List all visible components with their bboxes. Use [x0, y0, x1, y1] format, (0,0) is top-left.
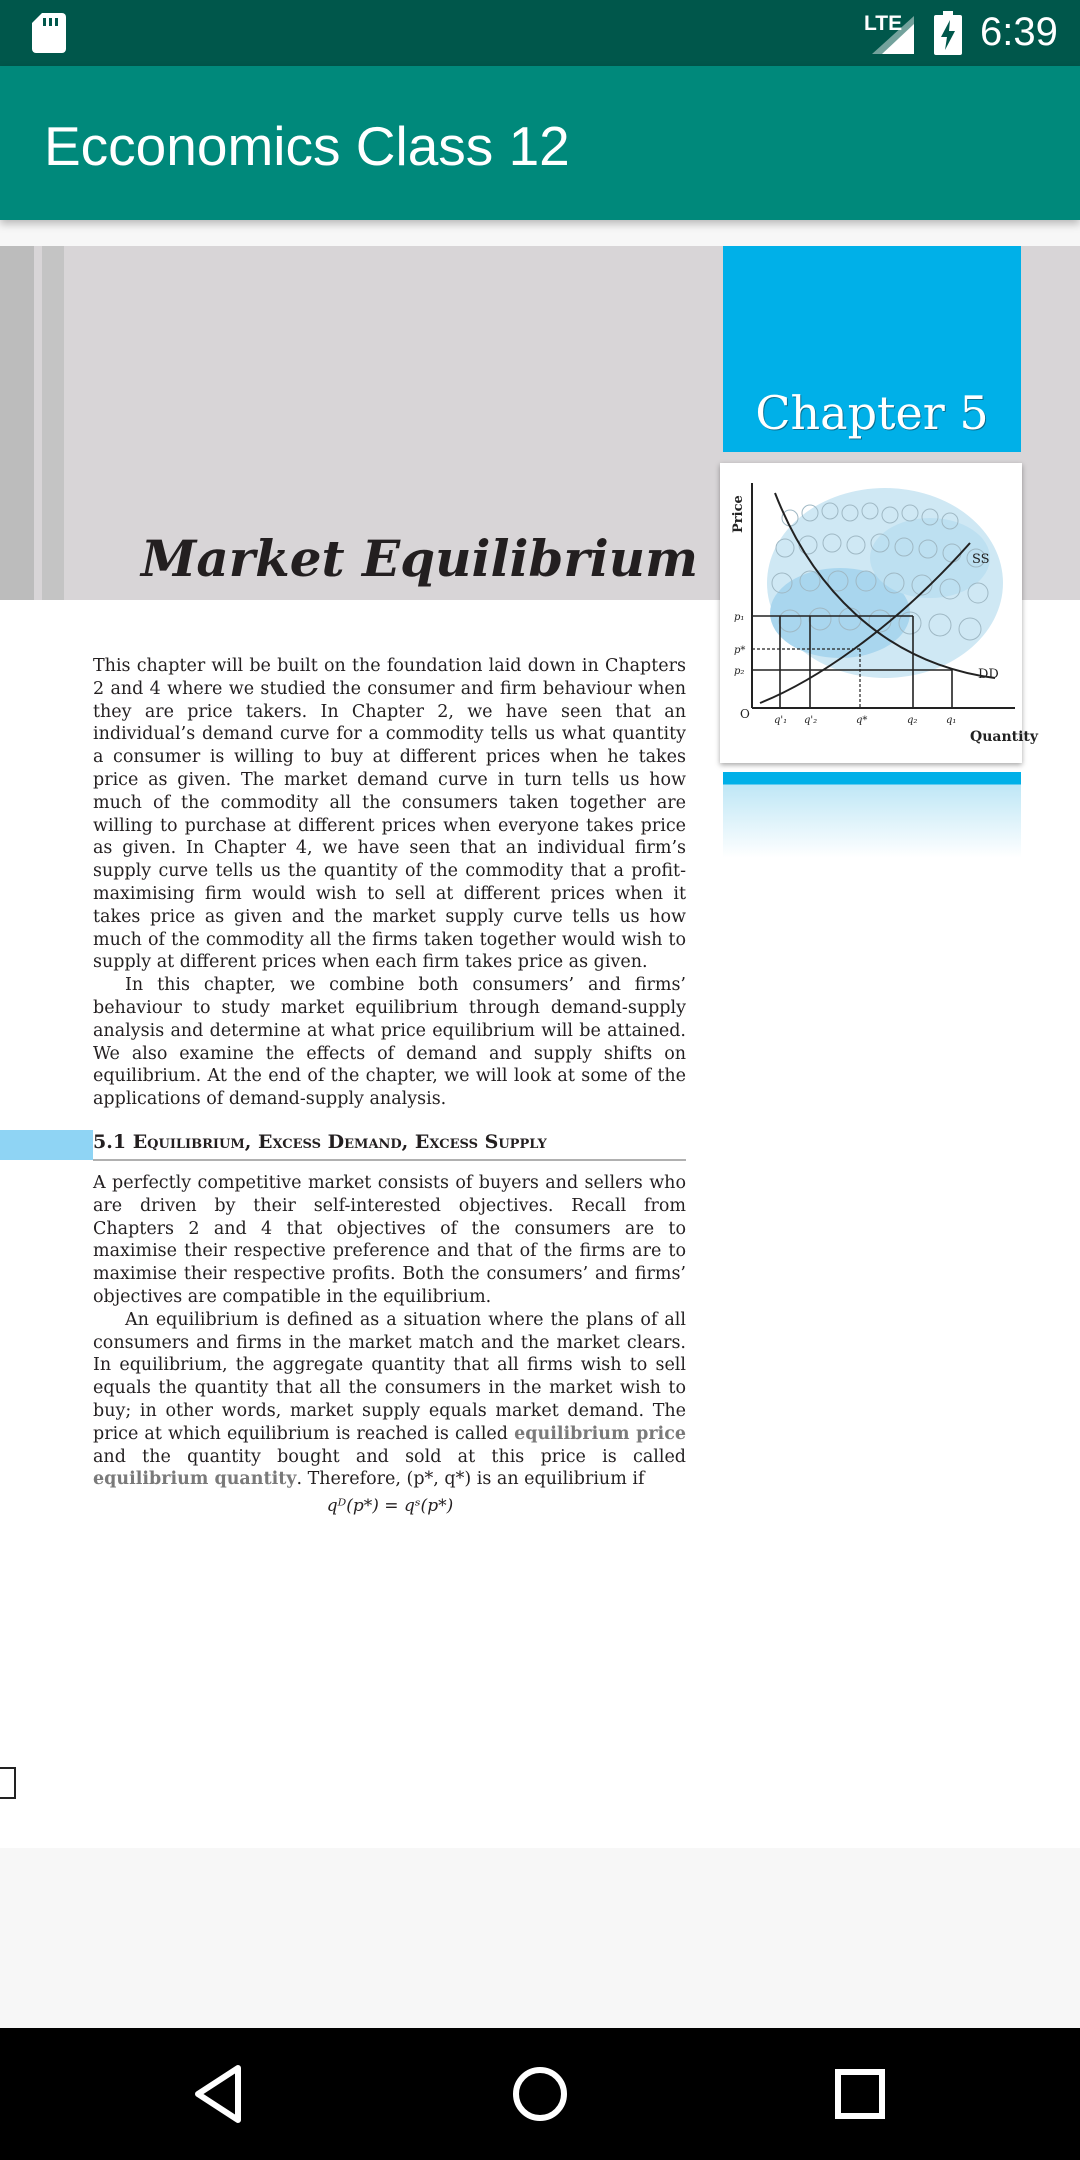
supply-demand-figure — [720, 463, 1039, 763]
recents-icon[interactable] — [822, 2056, 898, 2132]
price-label: p₂ — [734, 666, 745, 677]
term-equilibrium-price: equilibrium price — [514, 1423, 686, 1444]
section-text — [93, 1172, 686, 1491]
signal-icon — [872, 16, 914, 54]
equilibrium-equation: qᴰ(p*) = qˢ(p*) — [326, 1496, 454, 1516]
pdf-page[interactable] — [0, 246, 1080, 1848]
quantity-label: q'₂ — [804, 715, 818, 726]
section-heading — [93, 1131, 686, 1161]
term-equilibrium-quantity: equilibrium quantity — [93, 1469, 297, 1490]
demand-curve-label: DD — [978, 667, 999, 682]
price-label: p₁ — [734, 612, 745, 623]
y-axis-label: Price — [731, 495, 746, 533]
page-handle[interactable] — [0, 1767, 16, 1799]
chapter-number-box — [723, 246, 1021, 452]
app-title: Ecconomics Class 12 — [44, 115, 570, 177]
network-type-label: LTE — [864, 12, 903, 35]
quantity-label: q'₁ — [774, 715, 788, 726]
clock: 6:39 — [980, 10, 1058, 54]
section-paragraph: A perfectly competitive market consists of buyers and sellers who are driven by their self-interested objectives. Recall from Chapters 2 and 4 that objectives of the consumers are to maximise their respective preference and that of the firms are to maximise their respective profits. Both the consumers’ and firms’ objectives are compatible in the equilibrium. — [93, 1173, 686, 1307]
quantity-label: q* — [856, 715, 868, 726]
quantity-label: q₁ — [946, 715, 957, 726]
sd-card-icon — [32, 13, 66, 53]
battery-charging-icon — [934, 11, 962, 55]
paragraph-text: . Therefore, (p*, q*) is an equilibrium if — [296, 1469, 645, 1490]
supply-curve-label: SS — [972, 552, 990, 567]
status-bar — [0, 0, 1080, 66]
paragraph-text: and the quantity bought and sold at this price is called — [93, 1446, 686, 1467]
quantity-label: q₂ — [907, 715, 918, 726]
navigation-bar — [0, 2028, 1080, 2160]
section-paragraph — [93, 1309, 686, 1491]
chapter-label: Chapter 5 — [755, 386, 989, 440]
section-number: 5.1 — [93, 1131, 127, 1153]
section-marker — [0, 1130, 93, 1160]
decorative-stripe — [42, 246, 64, 600]
app-bar — [0, 66, 1080, 220]
intro-text — [93, 655, 686, 1111]
intro-paragraph: This chapter will be built on the foundation laid down in Chapters 2 and 4 where we studied the consumer and firm behaviour when they are price takers. In Chapter 2, we have seen that an individual’s demand curve for a commodity tells us what quantity a consumer is willing to buy at different prices when he takes price as given. The market demand curve in turn tells us how much of the commodity all the consumers taken together are willing to purchase at different prices when everyone takes price as given. In Chapter 4, we have seen that an individual firm’s supply curve tells us the quantity of the commodity that a profit-maximising firm would wish to sell at different prices when it takes price as given and the market supply curve tells us how much of the commodity all the firms taken together would wish to supply at different prices when each firm takes price as given. — [93, 656, 686, 973]
back-icon[interactable] — [182, 2056, 258, 2132]
paragraph-text: An equilibrium is defined as a situation where the plans of all consumers and firms in the market match and the market clears. In equilibrium, the aggregate quantity that all firms wish to sell equals the quantity that all the consumers in the market wish to buy; in other words, market supply equals market demand. The price at which equilibrium is reached is called — [93, 1309, 686, 1444]
decorative-stripe — [0, 246, 34, 600]
home-icon[interactable] — [502, 2056, 578, 2132]
price-label: p* — [734, 645, 746, 656]
intro-paragraph: In this chapter, we combine both consumers’ and firms’ behaviour to study market equilibrium through demand-supply analysis and determine at what price equilibrium will be attained. We also examine the effects of demand and supply shifts on equilibrium. At the end of the chapter, we will look at some of the applications of demand-supply analysis. — [93, 975, 686, 1110]
section-title: Equilibrium, Excess Demand, Excess Supply — [132, 1131, 547, 1153]
supply-demand-diagram — [720, 463, 1039, 763]
decorative-gradient-box — [723, 772, 1021, 858]
origin-label: O — [740, 707, 750, 721]
x-axis-label: Quantity — [970, 729, 1039, 745]
chapter-title: Market Equilibrium — [140, 529, 698, 588]
